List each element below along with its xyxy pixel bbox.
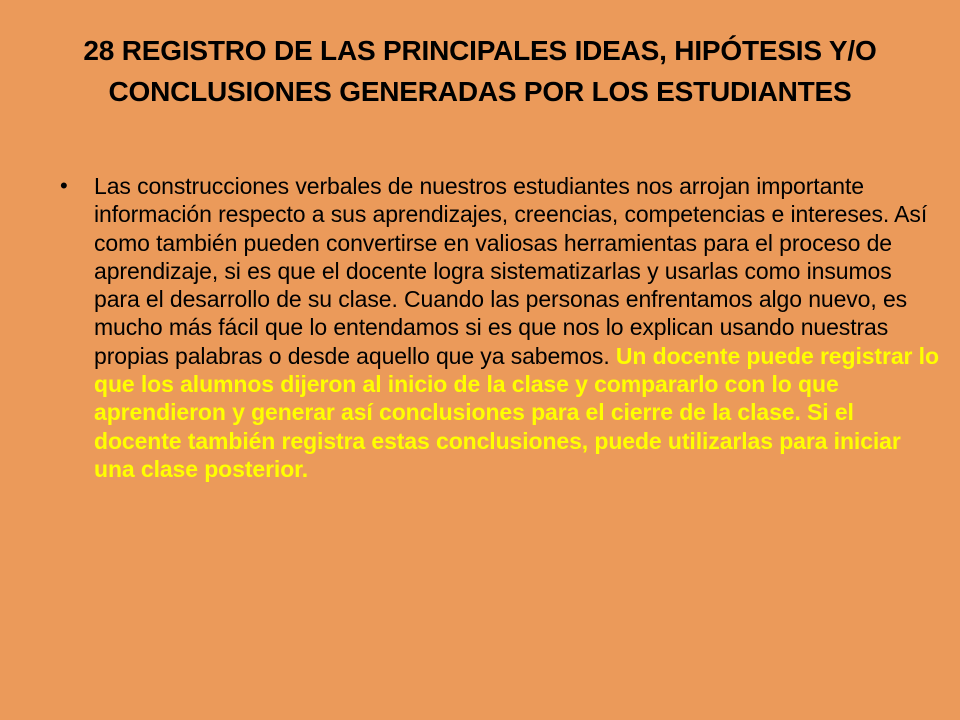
slide-title: 28 REGISTRO DE LAS PRINCIPALES IDEAS, HIPÓTESIS Y/O CONCLUSIONES GENERADAS POR LOS ESTUDIANTES — [83, 35, 877, 107]
bullet-icon: • — [60, 173, 68, 198]
content-list — [60, 172, 940, 483]
bullet-item — [60, 172, 940, 483]
paragraph-highlighted-text: Un docente puede registrar lo que los alumnos dijeron al inicio de la clase y compararlo con lo que aprendieron y generar así conclusiones para el cierre de la clase. Si el docente también registra estas conclusiones, puede utilizarlas para iniciar una clase posterior. — [94, 342, 939, 482]
paragraph-normal-text: Las construcciones verbales de nuestros estudiantes nos arrojan importante información respecto a sus aprendizajes, creencias, competencias e intereses. Así como también pueden convertirse en valiosas herramientas para el proceso de aprendizaje, si es que el docente logra sistematizarlas y usarlas como insumos para el desarrollo de su clase. Cuando las personas enfrentamos algo nuevo, es mucho más fácil que lo entendamos si es que nos lo explican usando nuestras propias palabras o desde aquello que ya sabemos. — [94, 173, 928, 369]
